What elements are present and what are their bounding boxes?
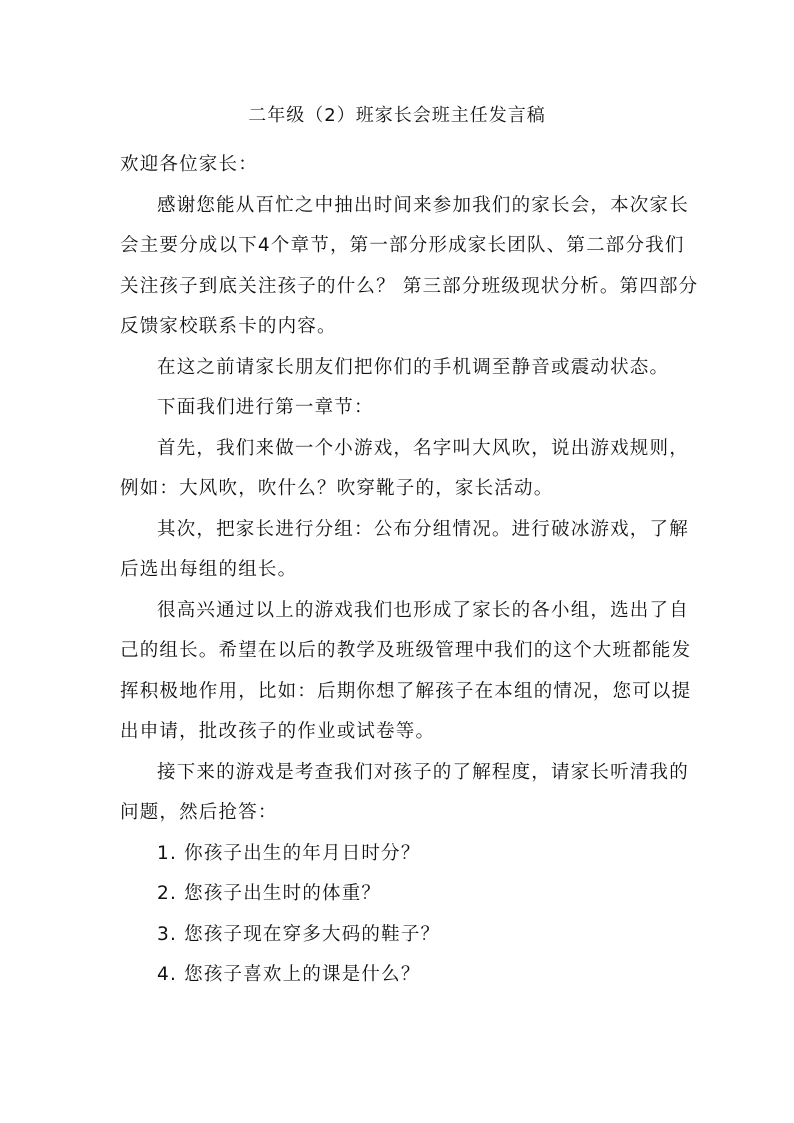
paragraph-grouping: 其次，把家长进行分组：公布分组情况。进行破冰游戏，了解后选出每组的组长。: [120, 518, 689, 580]
paragraph-quiz-intro: 接下来的游戏是考查我们对孩子的了解程度，请家长听清我的问题，然后抢答：: [120, 761, 689, 823]
paragraph-chapter-one: 下面我们进行第一章节：: [157, 397, 374, 418]
question-item: 3. 您孩子现在穿多大码的鞋子？: [157, 923, 441, 945]
document-title: 二年级（2）班家长会班主任发言稿: [248, 105, 546, 126]
question-item: 1. 你孩子出生的年月日时分？: [157, 842, 421, 864]
paragraph-intro: 感谢您能从百忙之中抽出时间来参加我们的家长会，本次家长会主要分成以下4个章节，第一部分形成家长团队、第二部分我们关注孩子到底关注孩子的什么？ 第三部分班级现状分析。第四部分反馈家校联系卡的内容。: [120, 194, 699, 337]
question-item: 2. 您孩子出生时的体重？: [157, 883, 382, 904]
paragraph-game: 首先，我们来做一个小游戏，名字叫大风吹，说出游戏规则，例如：大风吹，吹什么？吹穿靴子的，家长活动。: [120, 437, 689, 499]
paragraph-group-leaders: 很高兴通过以上的游戏我们也形成了家长的各小组，选出了自己的组长。希望在以后的教学及班级管理中我们的这个大班都能发挥积极地作用，比如：后期你想了解孩子在本组的情况，您可以提出申请，批改孩子的作业或试卷等。: [120, 599, 692, 742]
paragraph-phone-notice: 在这之前请家长朋友们把你们的手机调至静音或震动状态。: [157, 356, 670, 378]
question-item: 4. 您孩子喜欢上的课是什么？: [157, 964, 421, 985]
document-body: [120, 145, 700, 996]
greeting: 欢迎各位家长：: [120, 154, 258, 175]
